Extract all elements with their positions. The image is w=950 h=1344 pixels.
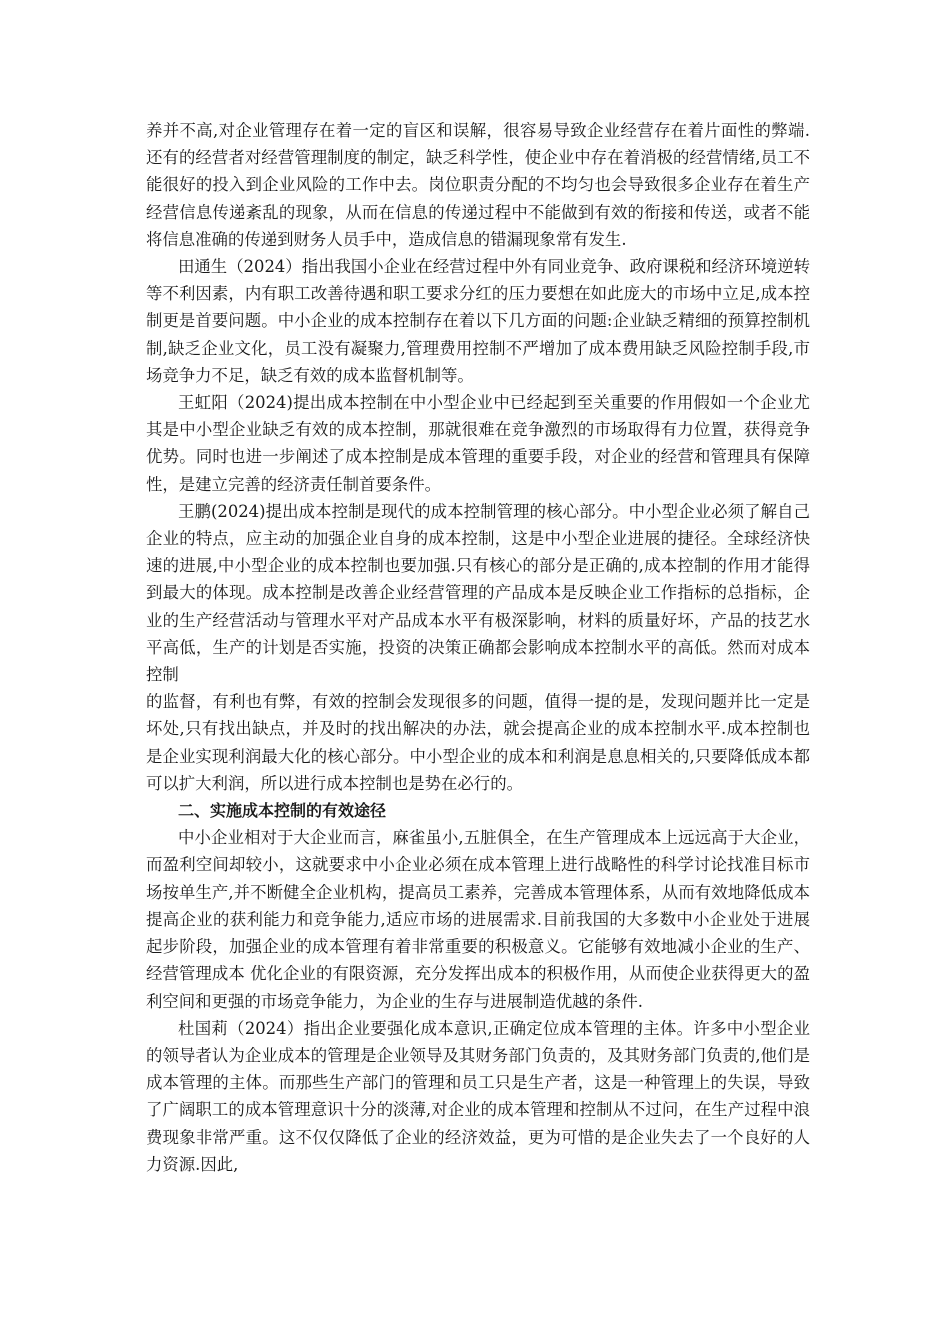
paragraph-wang-hongyang: 王虹阳（2024)提出成本控制在中小型企业中已经起到至关重要的作用假如一个企业尤其是中小型企业缺乏有效的成本控制，那就很难在竞争激烈的市场取得有力位置，获得竞争优势。同时也进一步阐述了成本控制是成本管理的重要手段，对企业的经营和管理具有保障性，是建立完善的经济责任制首要条件。 bbox=[146, 393, 810, 494]
paragraph-wang-peng: 王鹏(2024)提出成本控制是现代的成本控制管理的核心部分。中小型企业必须了解自己企业的特点，应主动的加强企业自身的成本控制，这是中小型企业进展的捷径。全球经济快速的进展,中小型企业的成本控制也要加强.只有核心的部分是正确的,成本控制的作用才能得到最大的体现。成本控制是改善企业经营管理的产品成本是反映企业工作指标的总指标，企业的生产经营活动与管理水平对产品成本水平有极深影响，材料的质量好坏，产品的技艺水平高低，生产的计划是否实施，投资的决策正确都会影响成本控制水平的高低。然而对成本控制 bbox=[146, 501, 810, 685]
body-text bbox=[146, 117, 810, 1178]
section-heading: 二、实施成本控制的有效途径 bbox=[178, 801, 387, 821]
paragraph-du-guoli: 杜国莉（2024）指出企业要强化成本意识,正确定位成本管理的主体。许多中小型企业的领导者认为企业成本的管理是企业领导及其财务部门负责的，及其财务部门负责的,他们是成本管理的主体。而那些生产部门的管理和员工只是生产者，这是一种管理上的失误，导致了广阔职工的成本管理意识十分的淡薄,对企业的成本管理和控制从不过问，在生产过程中浪费现象非常严重。这不仅仅降低了企业的经济效益，更为可惜的是企业失去了一个良好的人力资源.因此, bbox=[146, 1018, 810, 1174]
paragraph-smes: 中小企业相对于大企业而言，麻雀虽小,五脏俱全，在生产管理成本上远远高于大企业，而盈利空间却较小，这就要求中小企业必须在成本管理上进行战略性的科学讨论找准目标市场按单生产,并不断健全企业机构，提高员工素养，完善成本管理体系，从而有效地降低成本 提高企业的获利能力和竞争能力,适应市场的进展需求.目前我国的大多数中小企业处于进展起步阶段，加强企业的成本管理有着非常重要的积极意义。它能够有效地减小企业的生产、经营管理成本 优化企业的有限资源，充分发挥出成本的积极作用，从而使企业获得更大的盈利空间和更强的市场竞争能力，为企业的生存与进展制造优越的条件. bbox=[146, 828, 810, 1011]
paragraph-tian-tongsheng: 田通生（2024）指出我国小企业在经营过程中外有同业竞争、政府课税和经济环境逆转等不利因素，内有职工改善待遇和职工要求分红的压力要想在如此庞大的市场中立足,成本控制更是首要问题。中小企业的成本控制存在着以下几方面的问题:企业缺乏精细的预算控制机制,缺乏企业文化，员工没有凝聚力,管理费用控制不严增加了成本费用缺乏风险控制手段,市场竞争力不足，缺乏有效的成本监督机制等。 bbox=[146, 257, 810, 385]
paragraph-continuation: 养并不高,对企业管理存在着一定的盲区和误解，很容易导致企业经营存在着片面性的弊端.还有的经营者对经营管理制度的制定，缺乏科学性，使企业中存在着消极的经营情绪,员工不能很好的投入到企业风险的工作中去。岗位职责分配的不均匀也会导致很多企业存在着生产经营信息传递紊乱的现象，从而在信息的传递过程中不能做到有效的衔接和传送，或者不能将信息准确的传递到财务人员手中，造成信息的错漏现象常有发生. bbox=[146, 121, 810, 249]
paragraph-supervision: 的监督，有利也有弊，有效的控制会发现很多的问题，值得一提的是，发现问题并比一定是坏处,只有找出缺点，并及时的找出解决的办法，就会提高企业的成本控制水平.成本控制也是企业实现利润最大化的核心部分。中小型企业的成本和利润是息息相关的,只要降低成本都可以扩大利润，所以进行成本控制也是势在必行的。 bbox=[146, 692, 810, 793]
